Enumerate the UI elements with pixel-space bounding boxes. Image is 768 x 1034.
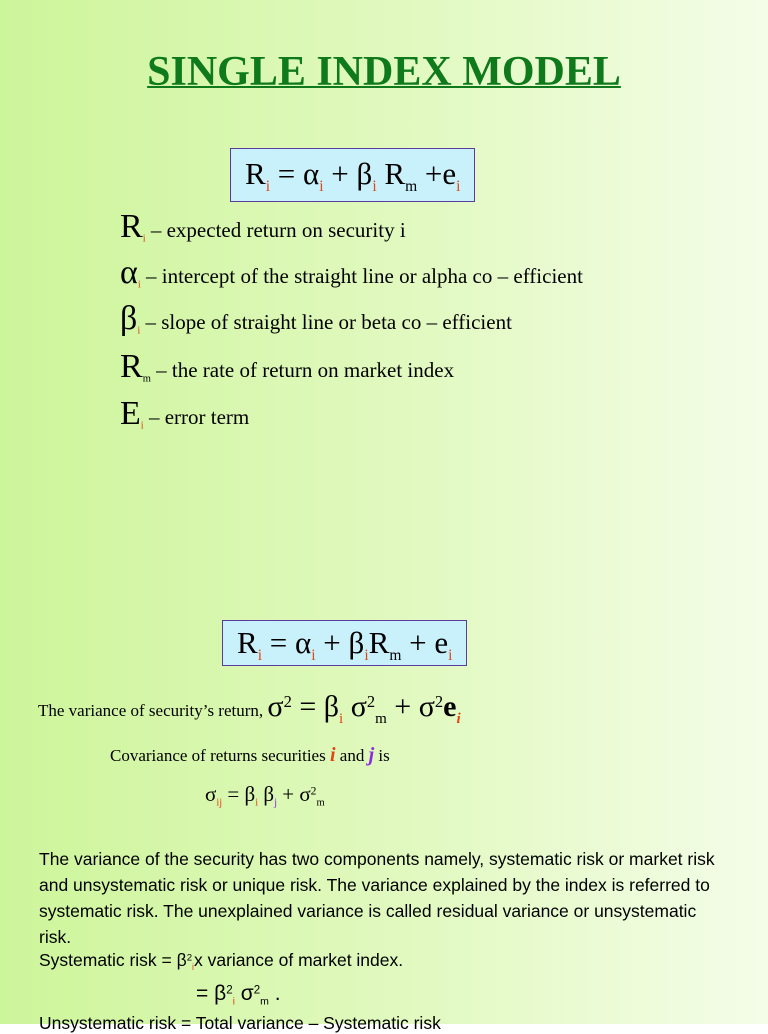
- model-equation-repeat: $R_i = \alpha_i + \beta_iR_m + e_i$: [222, 620, 467, 666]
- unsystematic-risk-line: Unsystematic risk = Total variance – Systematic risk: [39, 1013, 441, 1033]
- definition-beta: $\beta_i$ – slope of straight line or beta co – efficient: [120, 300, 512, 337]
- definition-ri: $R_i$ – expected return on security i: [120, 208, 406, 245]
- variance-line: The variance of security’s return, $\sigma^2 = \beta_i$ $\sigma^2_m + \sigma^2e_i$: [38, 690, 461, 727]
- variance-paragraph: The variance of the security has two components namely, systematic risk or market risk and unsystematic risk or unique risk. The variance explained by the index is referred to systematic risk. The unexplained variance is called residual variance or unsystematic risk.: [39, 849, 715, 947]
- definition-alpha: $\alpha_i$ – intercept of the straight line or alpha co – efficient: [120, 254, 583, 291]
- definition-rm: $R_m$ – the rate of return on market index: [120, 348, 455, 385]
- covariance-line: Covariance of returns securities i and j is: [110, 744, 390, 766]
- systematic-risk-line: Systematic risk = $\beta^2_ix$ variance of market index.: [39, 950, 404, 972]
- definition-ei: $E_i$ – error term: [120, 395, 250, 432]
- model-equation: $R_i = \alpha_i + \beta_i$ $R_m +e_i$: [230, 148, 475, 202]
- slide-2: [0, 576, 768, 1033]
- covariance-formula: $\sigma_{ij} = \beta_i$ $\beta_j + \sigma^2_m$: [205, 782, 325, 809]
- slide-title: SINGLE INDEX MODEL: [147, 49, 621, 95]
- systematic-risk-formula: = $\beta^2_i$ $\sigma^2_m$ .: [196, 982, 281, 1008]
